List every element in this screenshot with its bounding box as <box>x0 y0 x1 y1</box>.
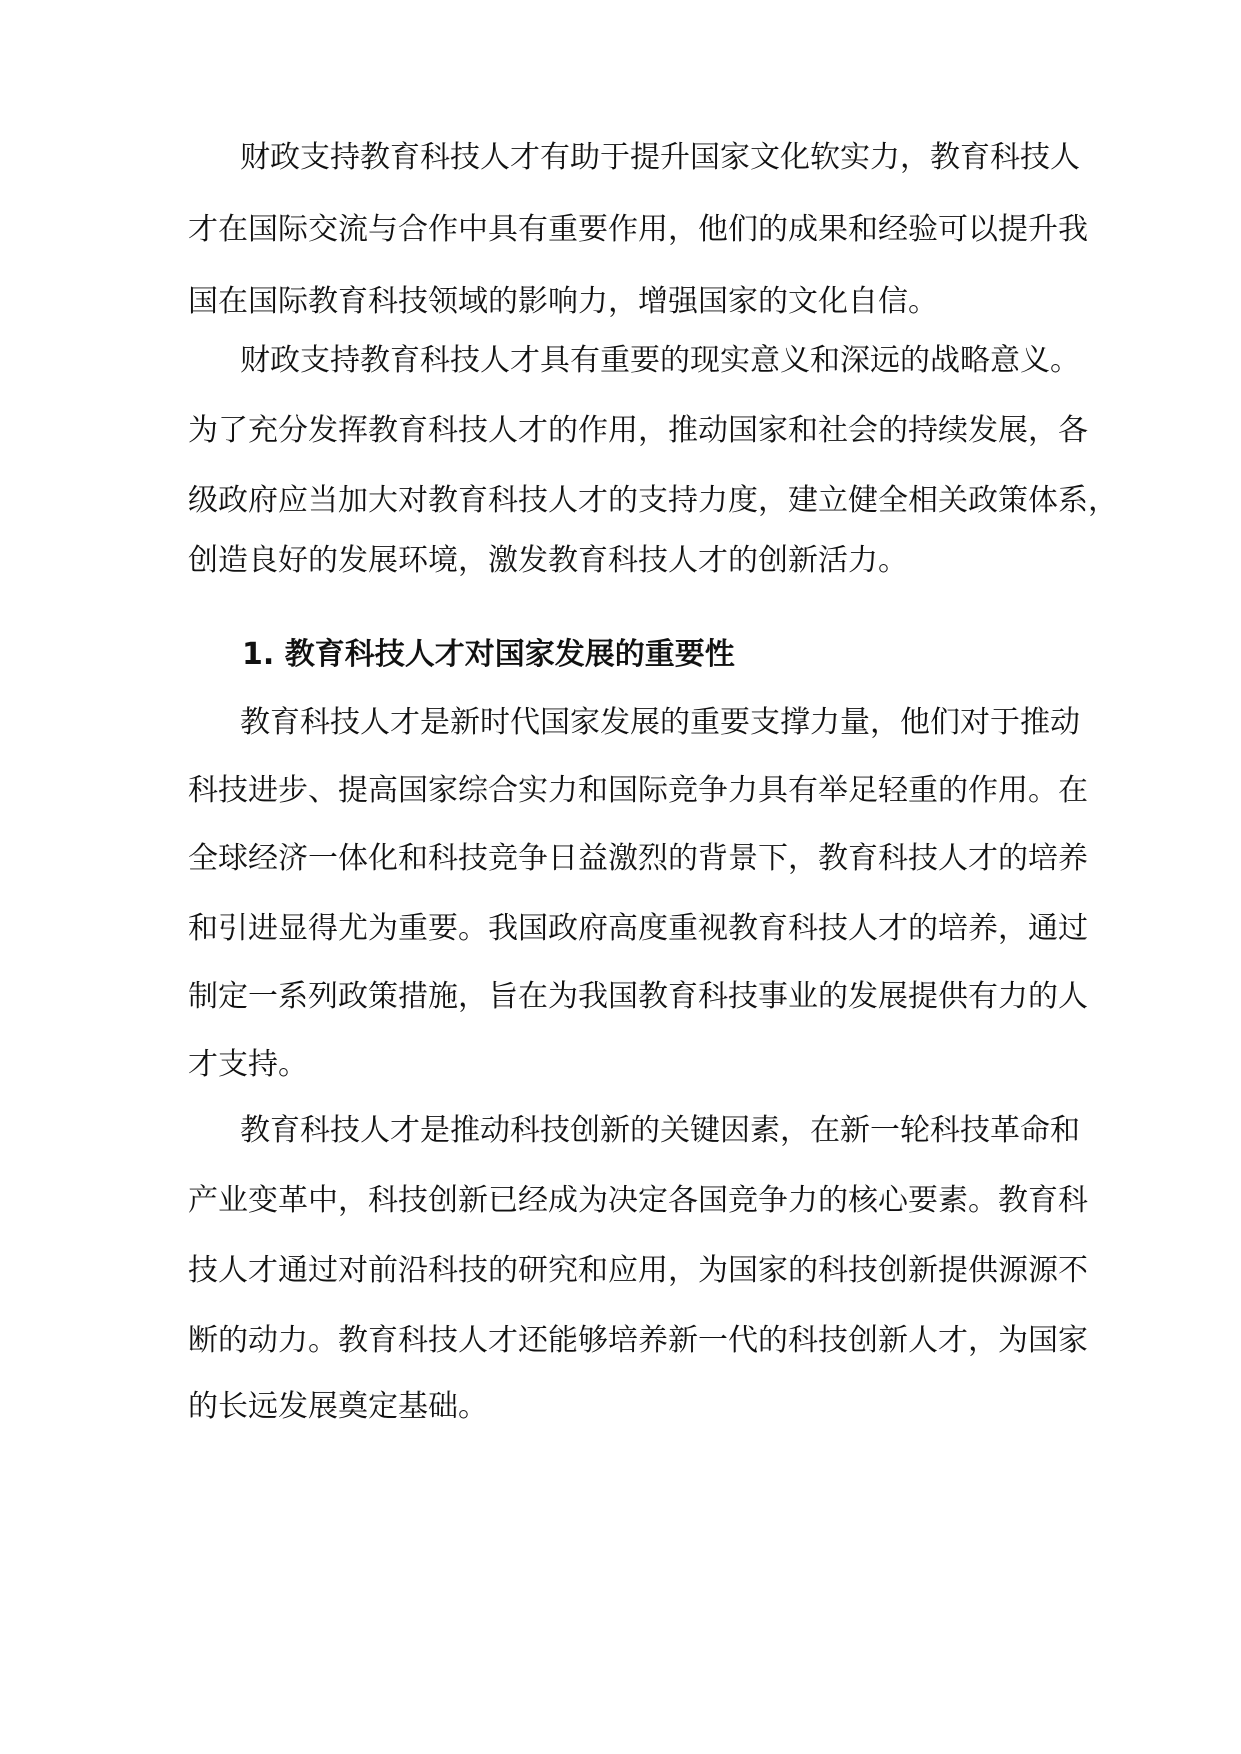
paragraph-line: 的长远发展奠定基础。 <box>188 1389 488 1424</box>
section-heading-text: 1. 教育科技人才对国家发展的重要性 <box>242 637 735 672</box>
paragraph-line: 教育科技人才是推动科技创新的关键因素，在新一轮科技革命和 <box>240 1113 1080 1148</box>
paragraph-line: 为了充分发挥教育科技人才的作用，推动国家和社会的持续发展，各 <box>188 413 1088 448</box>
paragraph-line: 教育科技人才是新时代国家发展的重要支撑力量，他们对于推动 <box>240 705 1080 740</box>
paragraph-line: 制定一系列政策措施，旨在为我国教育科技事业的发展提供有力的人 <box>188 979 1088 1014</box>
paragraph-line: 才在国际交流与合作中具有重要作用，他们的成果和经验可以提升我 <box>188 212 1088 247</box>
paragraph-line: 全球经济一体化和科技竞争日益激烈的背景下，教育科技人才的培养 <box>188 841 1088 876</box>
paragraph-line: 才支持。 <box>188 1047 308 1082</box>
paragraph-line: 断的动力。教育科技人才还能够培养新一代的科技创新人才，为国家 <box>188 1323 1088 1358</box>
paragraph-line: 科技进步、提高国家综合实力和国际竞争力具有举足轻重的作用。在 <box>188 773 1088 808</box>
paragraph-line: 产业变革中，科技创新已经成为决定各国竞争力的核心要素。教育科 <box>188 1183 1088 1218</box>
paragraph-line: 和引进显得尤为重要。我国政府高度重视教育科技人才的培养，通过 <box>188 911 1088 946</box>
paragraph-line: 创造良好的发展环境，激发教育科技人才的创新活力。 <box>188 543 908 578</box>
paragraph-line: 财政支持教育科技人才有助于提升国家文化软实力，教育科技人 <box>240 140 1080 175</box>
paragraph-line: 级政府应当加大对教育科技人才的支持力度，建立健全相关政策体系， <box>188 483 1118 518</box>
paragraph-line: 技人才通过对前沿科技的研究和应用，为国家的科技创新提供源源不 <box>188 1253 1088 1288</box>
paragraph-line: 国在国际教育科技领域的影响力，增强国家的文化自信。 <box>188 284 938 319</box>
paragraph-line: 财政支持教育科技人才具有重要的现实意义和深远的战略意义。 <box>240 343 1080 378</box>
